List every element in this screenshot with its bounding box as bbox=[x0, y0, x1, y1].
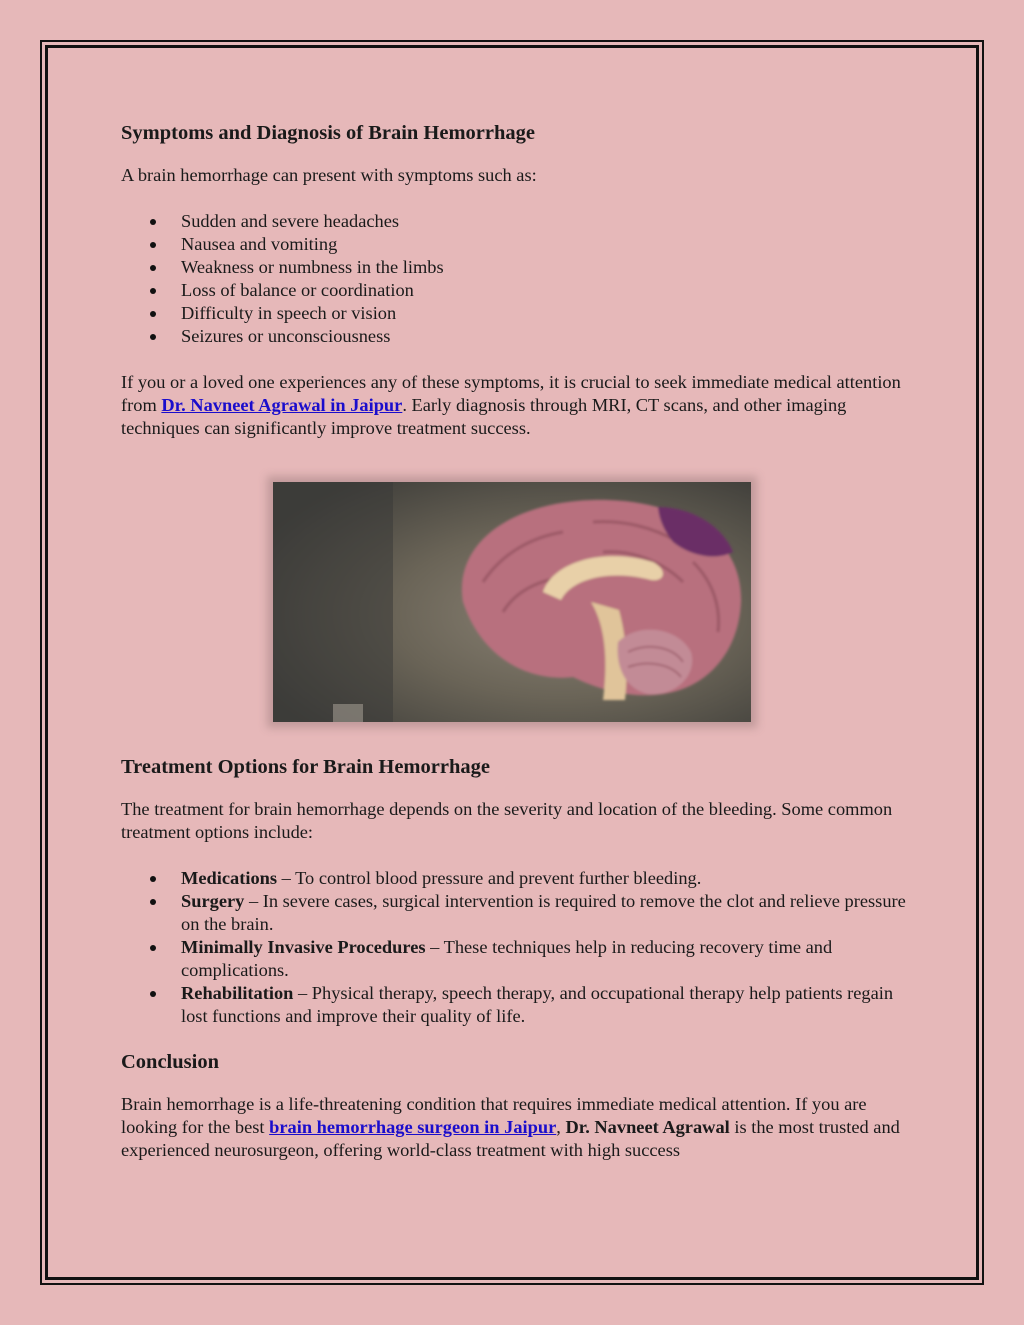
paragraph-text: , bbox=[556, 1117, 566, 1137]
symptoms-list bbox=[121, 210, 911, 348]
treatment-desc: – In severe cases, surgical intervention is required to remove the clot and relieve pressure on the brain. bbox=[181, 891, 906, 934]
treatment-term: Medications bbox=[181, 868, 278, 888]
symptoms-heading: Symptoms and Diagnosis of Brain Hemorrhage bbox=[121, 122, 536, 144]
brain-model-image bbox=[273, 482, 751, 722]
list-item: Nausea and vomiting bbox=[181, 233, 911, 256]
treatment-term: Rehabilitation bbox=[181, 983, 294, 1003]
doctor-name: Dr. Navneet Agrawal bbox=[565, 1117, 730, 1137]
list-item: Seizures or unconsciousness bbox=[181, 325, 911, 348]
treatment-heading: Treatment Options for Brain Hemorrhage bbox=[121, 756, 490, 778]
treatment-desc: – Physical therapy, speech therapy, and occupational therapy help patients regain lost functions and improve their quality of life. bbox=[181, 983, 894, 1026]
paragraph-text: . Early diagnosis through MRI, CT scans, and other imaging techniques can significantly improve treatment success. bbox=[121, 395, 847, 438]
paragraph-text: If you or a loved one experiences any of these symptoms, it is crucial to seek immediate medical attention from bbox=[121, 372, 901, 415]
list-item bbox=[181, 982, 911, 1028]
treatment-list bbox=[121, 867, 911, 1028]
symptoms-intro: A brain hemorrhage can present with symptoms such as: bbox=[121, 165, 537, 185]
treatment-desc: – To control blood pressure and prevent further bleeding. bbox=[277, 868, 702, 888]
list-item bbox=[181, 936, 911, 982]
paragraph-text: Brain hemorrhage is a life-threatening condition that requires immediate medical attention. If you are looking for the best bbox=[121, 1094, 867, 1137]
treatment-intro: The treatment for brain hemorrhage depends on the severity and location of the bleeding. Some common treatment options include: bbox=[121, 799, 893, 842]
list-item bbox=[181, 867, 911, 890]
conclusion-heading: Conclusion bbox=[121, 1051, 219, 1073]
list-item bbox=[181, 890, 911, 936]
list-item: Sudden and severe headaches bbox=[181, 210, 911, 233]
brain-model-illustration bbox=[273, 482, 751, 722]
symptoms-paragraph bbox=[121, 371, 911, 440]
treatment-term: Surgery bbox=[181, 891, 245, 911]
paragraph-text: is the most trusted and experienced neurosurgeon, offering world-class treatment with high success bbox=[121, 1117, 900, 1160]
doctor-link[interactable]: Dr. Navneet Agrawal in Jaipur bbox=[161, 395, 403, 415]
surgeon-link[interactable]: brain hemorrhage surgeon in Jaipur bbox=[269, 1117, 557, 1137]
list-item: Loss of balance or coordination bbox=[181, 279, 911, 302]
conclusion-paragraph bbox=[121, 1093, 911, 1162]
treatment-term: Minimally Invasive Procedures bbox=[181, 937, 426, 957]
list-item: Weakness or numbness in the limbs bbox=[181, 256, 911, 279]
treatment-desc: – These techniques help in reducing recovery time and complications. bbox=[181, 937, 833, 980]
list-item: Difficulty in speech or vision bbox=[181, 302, 911, 325]
